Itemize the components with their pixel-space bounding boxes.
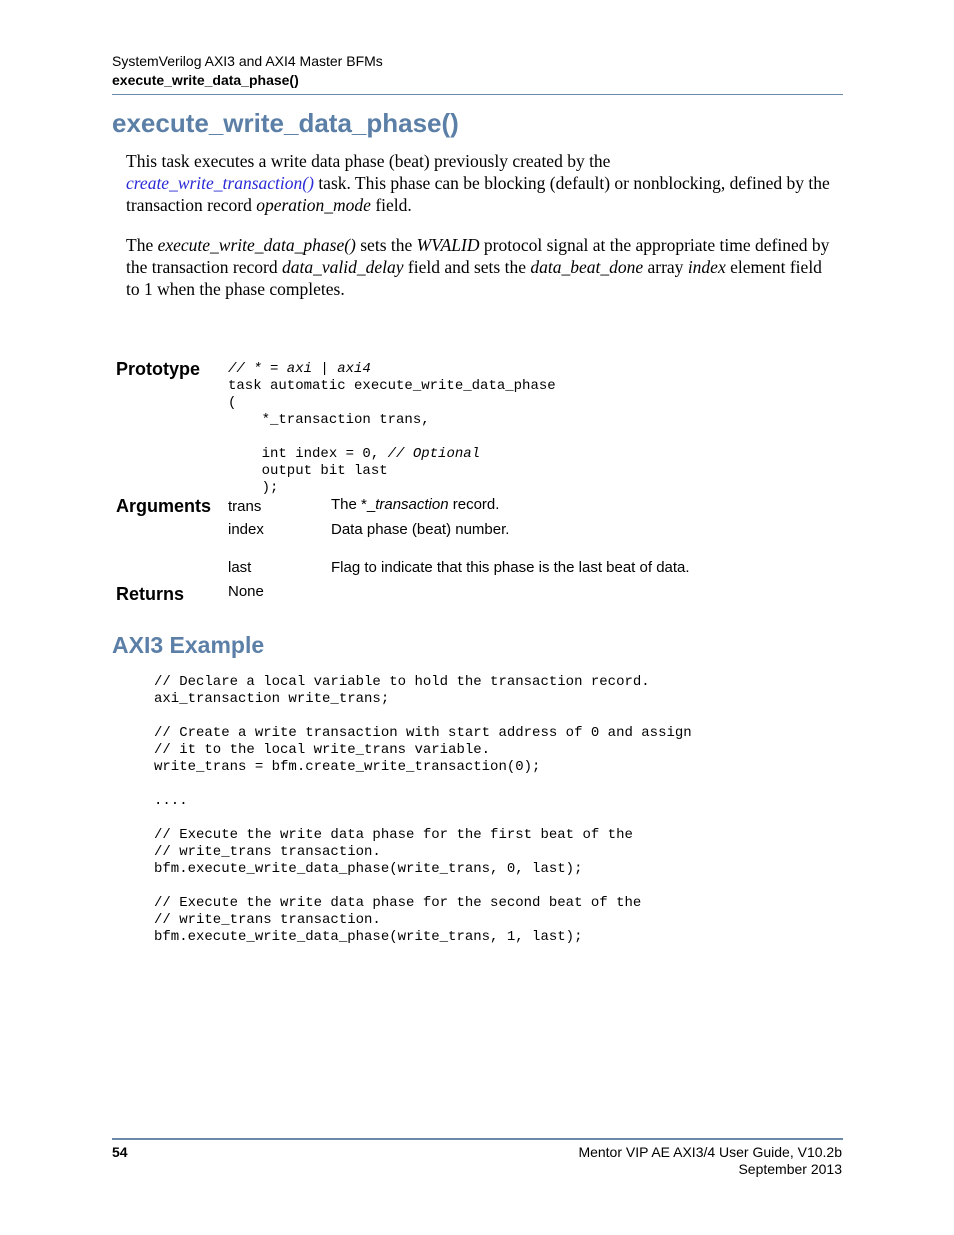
footer-guide: Mentor VIP AE AXI3/4 User Guide, V10.2b	[578, 1144, 842, 1160]
p1-em: operation_mode	[256, 195, 371, 215]
p2-text-d: field and sets the	[403, 257, 531, 277]
footer-info	[578, 1144, 842, 1178]
p2-em-4: data_beat_done	[530, 257, 644, 277]
proto-line-3: (	[228, 395, 237, 411]
footer-rule	[112, 1138, 843, 1140]
p2-text-e: array	[643, 257, 688, 277]
arg-name-trans: trans	[228, 498, 262, 515]
returns-value: None	[228, 583, 264, 600]
proto-line-1: // * = axi | axi4	[228, 361, 371, 377]
p2-em-2: WVALID	[416, 235, 480, 255]
running-header	[112, 52, 843, 90]
p1-text-b: task. This phase can be blocking (default) or nonblocking, defined by the transaction record	[126, 173, 830, 215]
p2-text-f: element field to 1 when the phase completes.	[126, 257, 822, 299]
example-title: AXI3 Example	[112, 632, 265, 658]
prototype-code	[228, 361, 556, 497]
arg-desc-trans-b: record.	[448, 496, 500, 513]
proto-line-5: int index = 0,	[228, 446, 388, 462]
p2-em-5: index	[687, 257, 726, 277]
arg-desc-trans-em: transaction	[375, 496, 449, 513]
footer-date: September 2013	[738, 1161, 842, 1177]
arguments-label: Arguments	[116, 496, 212, 516]
proto-line-6: output bit last	[228, 463, 388, 479]
proto-line-4: *_transaction trans,	[228, 412, 430, 428]
header-subtitle: execute_write_data_phase()	[112, 72, 299, 88]
header-title: SystemVerilog AXI3 and AXI4 Master BFMs	[112, 53, 383, 69]
arg-name-last: last	[228, 559, 252, 576]
p1-text-c: field.	[370, 195, 412, 215]
intro-paragraph-2	[126, 234, 838, 300]
p2-text-b: sets the	[355, 235, 417, 255]
section-title: execute_write_data_phase()	[112, 108, 459, 138]
intro-paragraph-1	[126, 150, 838, 216]
p1-text-a: This task executes a write data phase (beat) previously created by the	[126, 151, 611, 171]
arg-desc-last: Flag to indicate that this phase is the last beat of data.	[331, 559, 690, 576]
prototype-label: Prototype	[116, 359, 201, 379]
proto-line-5-comment: // Optional	[387, 446, 481, 462]
p2-em-1: execute_write_data_phase()	[157, 235, 356, 255]
arg-desc-trans	[331, 496, 499, 513]
page-number: 54	[112, 1144, 128, 1160]
arg-name-index: index	[228, 521, 264, 538]
p2-em-3: data_valid_delay	[281, 257, 404, 277]
arg-desc-trans-a: The *_	[331, 496, 376, 513]
returns-label: Returns	[116, 584, 185, 604]
p2-text-a: The	[126, 235, 158, 255]
arg-desc-index: Data phase (beat) number.	[331, 521, 510, 538]
create-write-transaction-link[interactable]: create_write_transaction()	[126, 173, 314, 193]
proto-line-2: task automatic execute_write_data_phase	[228, 378, 556, 394]
p2-text-c: protocol signal at the appropriate time defined by the transaction record	[126, 235, 830, 277]
example-code: // Declare a local variable to hold the transaction record. axi_transaction write_trans; // Create a write transaction with start address of 0 and assign // it to the local write_trans variable. write_trans = bfm.create_write_transaction(0); .... // Execute the write data phase for the first beat of the // write_trans transaction. bfm.execute_write_data_phase(write_trans, 0, last); // Execute the write data phase for the second beat of the // write_trans transaction. bfm.execute_write_data_phase(write_trans, 1, last);	[154, 674, 692, 945]
header-rule	[112, 94, 843, 95]
proto-line-7: );	[228, 480, 279, 496]
